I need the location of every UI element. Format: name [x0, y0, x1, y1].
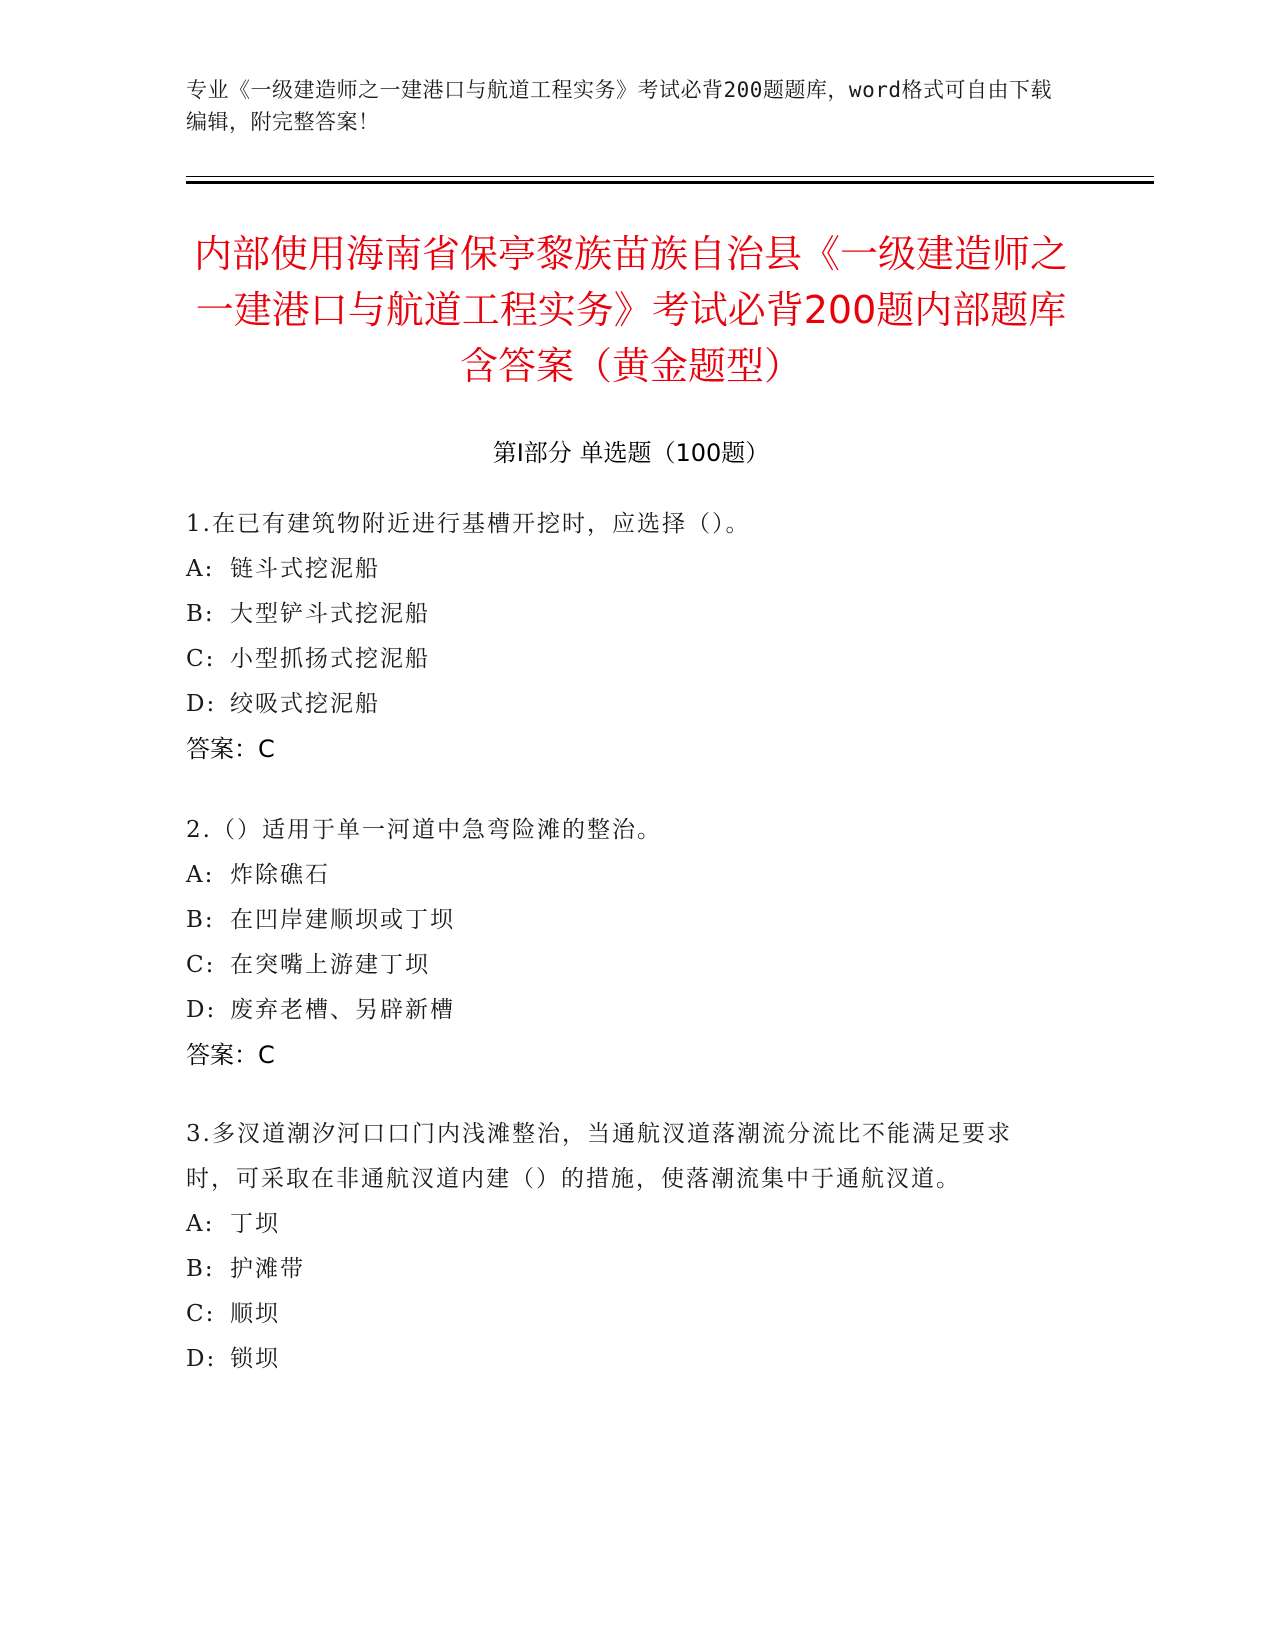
option-text: 护滩带 [230, 1256, 305, 1282]
option-text: 废弃老槽、另辟新槽 [230, 997, 455, 1023]
header-divider-thin [186, 176, 1154, 177]
question-stem: 1.在已有建筑物附近进行基槽开挖时，应选择（）。 [186, 511, 751, 537]
option-text: 炸除礁石 [230, 862, 330, 888]
header-divider-thick [186, 181, 1154, 184]
header-note: 专业《一级建造师之一建港口与航道工程实务》考试必背200题题库，word格式可自由下载编辑，附完整答案！ [186, 78, 1052, 134]
option-key: B: [186, 601, 215, 627]
option-a [186, 853, 1056, 898]
section-title: 第Ⅰ部分 单选题（100题） [492, 439, 770, 467]
option-c [186, 637, 1056, 682]
question-3 [186, 1112, 1056, 1382]
option-text: 大型铲斗式挖泥船 [230, 601, 430, 627]
option-key: D: [186, 1346, 217, 1372]
option-a [186, 547, 1056, 592]
option-key: D: [186, 997, 217, 1023]
option-key: C: [186, 646, 216, 672]
question-2 [186, 808, 1056, 1078]
answer: 答案：C [186, 735, 275, 763]
option-key: A: [186, 862, 215, 888]
option-c [186, 1292, 1056, 1337]
option-key: C: [186, 1301, 216, 1327]
option-text: 小型抓扬式挖泥船 [230, 646, 430, 672]
question-stem: 2.（）适用于单一河道中急弯险滩的整治。 [186, 817, 662, 843]
document-title: 内部使用海南省保亭黎族苗族自治县《一级建造师之一建港口与航道工程实务》考试必背200题内部题库含答案（黄金题型） [193, 232, 1068, 388]
question-1 [186, 502, 1056, 772]
option-b [186, 1247, 1056, 1292]
option-text: 顺坝 [230, 1301, 280, 1327]
option-key: B: [186, 1256, 215, 1282]
option-key: B: [186, 907, 215, 933]
option-d [186, 988, 1056, 1033]
option-text: 在凹岸建顺坝或丁坝 [230, 907, 455, 933]
option-key: A: [186, 556, 215, 582]
option-d [186, 1337, 1056, 1382]
question-stem: 3.多汊道潮汐河口口门内浅滩整治，当通航汊道落潮流分流比不能满足要求时，可采取在非通航汊道内建（）的措施，使落潮流集中于通航汊道。 [186, 1121, 1012, 1192]
option-b [186, 592, 1056, 637]
option-text: 绞吸式挖泥船 [230, 691, 380, 717]
answer: 答案：C [186, 1041, 275, 1069]
option-text: 锁坝 [230, 1346, 280, 1372]
option-d [186, 682, 1056, 727]
option-key: A: [186, 1211, 215, 1237]
option-a [186, 1202, 1056, 1247]
option-text: 链斗式挖泥船 [230, 556, 380, 582]
option-text: 在突嘴上游建丁坝 [230, 952, 430, 978]
option-text: 丁坝 [230, 1211, 280, 1237]
option-key: D: [186, 691, 217, 717]
option-c [186, 943, 1056, 988]
option-key: C: [186, 952, 216, 978]
option-b [186, 898, 1056, 943]
